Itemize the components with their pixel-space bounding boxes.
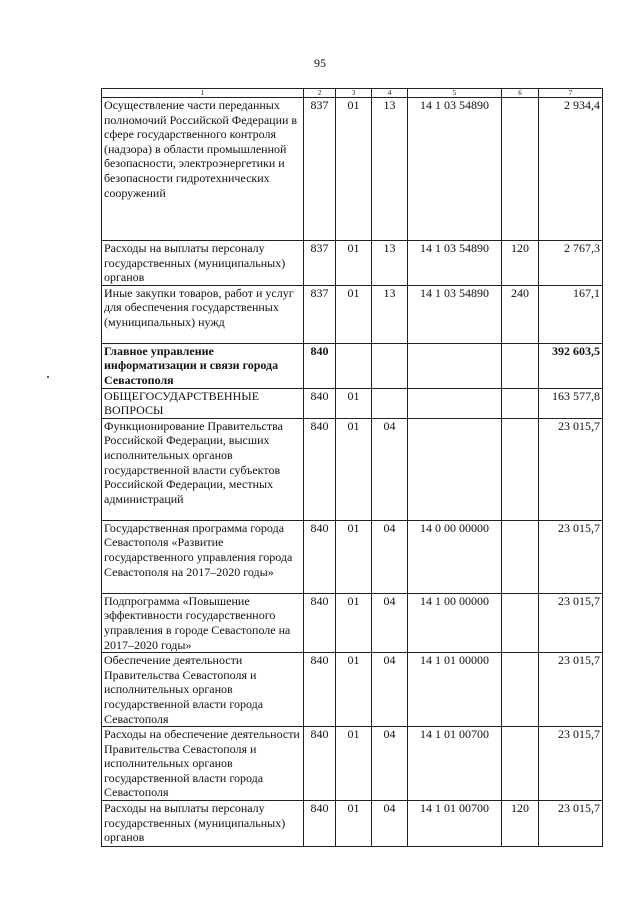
subsection-code: 04: [372, 593, 408, 652]
amount: 392 603,5: [539, 343, 603, 388]
ved-code: 840: [304, 520, 336, 593]
item-name: Расходы на обеспечение деятельности Правительства Севастополя и исполнительных органов государственной власти города Севастополя: [102, 727, 304, 801]
expense-type-code: [502, 727, 539, 801]
subsection-code: 13: [372, 285, 408, 343]
target-article-code: 14 1 00 00000: [408, 593, 502, 652]
target-article-code: 14 1 03 54890: [408, 98, 502, 241]
ved-code: 840: [304, 727, 336, 801]
expense-type-code: [502, 653, 539, 727]
amount: 23 015,7: [539, 520, 603, 593]
item-name: Расходы на выплаты персоналу государственных (муниципальных) органов: [102, 241, 304, 286]
expense-type-code: [502, 388, 539, 418]
table-row: [102, 98, 603, 241]
expense-type-code: [502, 593, 539, 652]
item-name: Функционирование Правительства Российской Федерации, высших исполнительных органов государственной власти субъектов Российской Федерации, местных администраций: [102, 418, 304, 520]
ved-code: 837: [304, 241, 336, 286]
amount: 23 015,7: [539, 801, 603, 847]
subsection-code: 04: [372, 520, 408, 593]
expense-type-code: [502, 418, 539, 520]
table-row: [102, 653, 603, 727]
table-row: [102, 418, 603, 520]
subsection-code: 04: [372, 727, 408, 801]
section-code: 01: [336, 520, 372, 593]
ved-code: 837: [304, 98, 336, 241]
section-code: 01: [336, 801, 372, 847]
ved-code: 840: [304, 418, 336, 520]
amount: 163 577,8: [539, 388, 603, 418]
budget-table: [101, 88, 603, 847]
item-name: Подпрограмма «Повышение эффективности государственного управления в городе Севастополе на 2017–2020 годы»: [102, 593, 304, 652]
amount: 23 015,7: [539, 593, 603, 652]
table-row: [102, 241, 603, 286]
subsection-code: 13: [372, 98, 408, 241]
expense-type-code: 240: [502, 285, 539, 343]
scan-mark: [47, 376, 49, 378]
target-article-code: [408, 418, 502, 520]
item-name: ОБЩЕГОСУДАРСТВЕННЫЕ ВОПРОСЫ: [102, 388, 304, 418]
subsection-code: 04: [372, 801, 408, 847]
section-code: 01: [336, 418, 372, 520]
target-article-code: 14 1 01 00700: [408, 801, 502, 847]
column-number: 5: [408, 89, 502, 98]
target-article-code: 14 1 01 00000: [408, 653, 502, 727]
table-row: [102, 285, 603, 343]
ved-code: 840: [304, 653, 336, 727]
subsection-code: 04: [372, 418, 408, 520]
table-row: [102, 801, 603, 847]
column-number: 3: [336, 89, 372, 98]
subsection-code: [372, 343, 408, 388]
section-code: 01: [336, 388, 372, 418]
section-code: 01: [336, 727, 372, 801]
column-number: 1: [102, 89, 304, 98]
subsection-code: 04: [372, 653, 408, 727]
subsection-code: [372, 388, 408, 418]
column-number: 2: [304, 89, 336, 98]
amount: 23 015,7: [539, 653, 603, 727]
ved-code: 837: [304, 285, 336, 343]
amount: 23 015,7: [539, 727, 603, 801]
item-name: Осуществление части переданных полномочий Российской Федерации в сфере государственного контроля (надзора) в области промышленной безопасности, электроэнергетики и безопасности гидротехнических сооружений: [102, 98, 304, 241]
section-code: 01: [336, 653, 372, 727]
amount: 23 015,7: [539, 418, 603, 520]
target-article-code: 14 0 00 00000: [408, 520, 502, 593]
column-number: 7: [539, 89, 603, 98]
expense-type-code: 120: [502, 801, 539, 847]
page-number: 95: [314, 56, 326, 70]
column-number: 4: [372, 89, 408, 98]
target-article-code: 14 1 03 54890: [408, 285, 502, 343]
item-name: Главное управление информатизации и связи города Севастополя: [102, 343, 304, 388]
amount: 167,1: [539, 285, 603, 343]
table-row: [102, 727, 603, 801]
column-number: 6: [502, 89, 539, 98]
section-code: 01: [336, 285, 372, 343]
expense-type-code: [502, 520, 539, 593]
table-row: [102, 593, 603, 652]
column-number-row: [102, 89, 603, 98]
ved-code: 840: [304, 593, 336, 652]
table-body: [102, 98, 603, 847]
target-article-code: [408, 343, 502, 388]
item-name: Государственная программа города Севастополя «Развитие государственного управления города Севастополя на 2017–2020 годы»: [102, 520, 304, 593]
item-name: Обеспечение деятельности Правительства Севастополя и исполнительных органов государственной власти города Севастополя: [102, 653, 304, 727]
table-row: [102, 520, 603, 593]
ved-code: 840: [304, 801, 336, 847]
item-name: Расходы на выплаты персоналу государственных (муниципальных) органов: [102, 801, 304, 847]
target-article-code: 14 1 03 54890: [408, 241, 502, 286]
ved-code: 840: [304, 343, 336, 388]
amount: 2 934,4: [539, 98, 603, 241]
expense-type-code: [502, 98, 539, 241]
target-article-code: [408, 388, 502, 418]
expense-type-code: 120: [502, 241, 539, 286]
expense-type-code: [502, 343, 539, 388]
item-name: Иные закупки товаров, работ и услуг для обеспечения государственных (муниципальных) нужд: [102, 285, 304, 343]
table-row: [102, 343, 603, 388]
table-row: [102, 388, 603, 418]
section-code: 01: [336, 241, 372, 286]
target-article-code: 14 1 01 00700: [408, 727, 502, 801]
section-code: [336, 343, 372, 388]
ved-code: 840: [304, 388, 336, 418]
amount: 2 767,3: [539, 241, 603, 286]
section-code: 01: [336, 98, 372, 241]
section-code: 01: [336, 593, 372, 652]
subsection-code: 13: [372, 241, 408, 286]
